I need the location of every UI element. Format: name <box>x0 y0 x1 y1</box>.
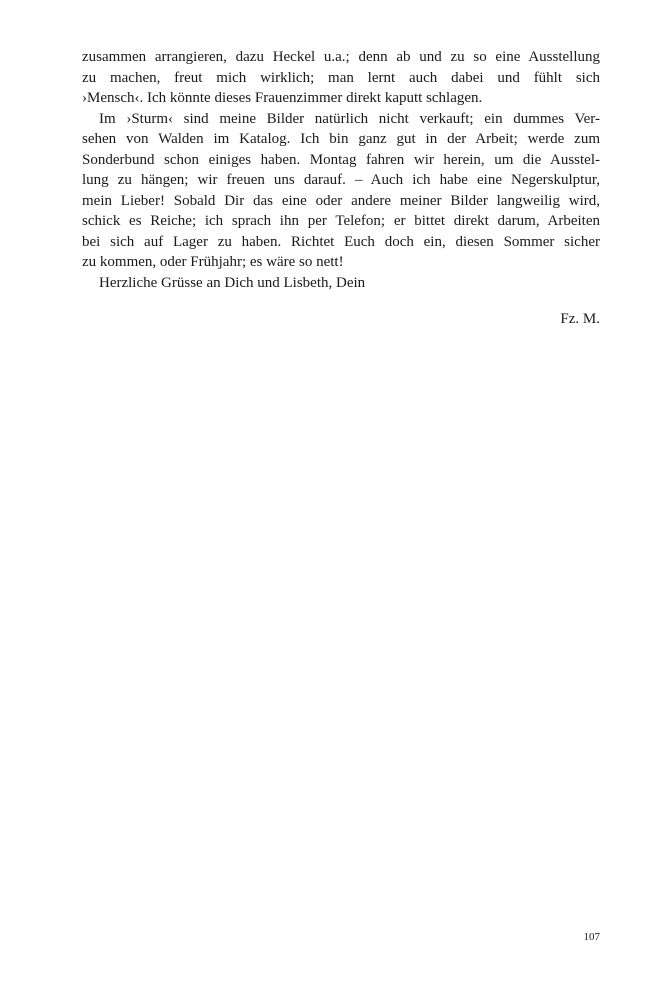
text-line: sehen von Walden im Katalog. Ich bin ganz gut in der Arbeit; werde zum <box>82 131 600 147</box>
text-line: zu kommen, oder Frühjahr; es wäre so nett! <box>82 254 344 270</box>
letter-body <box>82 47 600 293</box>
text-line: schick es Reiche; ich sprach ihn per Telefon; er bittet direkt darum, Arbeiten <box>82 213 600 229</box>
closing-line: Herzliche Grüsse an Dich und Lisbeth, Dein <box>99 274 366 291</box>
signature: Fz. M. <box>560 311 600 327</box>
page-number: 107 <box>583 931 600 943</box>
text-line: zusammen arrangieren, dazu Heckel u.a.; denn ab und zu so eine Ausstellung <box>82 49 600 65</box>
text-line: mein Lieber! Sobald Dir das eine oder andere meiner Bilder langweilig wird, <box>82 192 600 209</box>
text-line: ›Mensch‹. Ich könnte dieses Frauenzimmer direkt kaputt schlagen. <box>82 90 483 106</box>
text-line: bei sich auf Lager zu haben. Richtet Euch doch ein, diesen Sommer sicher <box>82 233 600 250</box>
text-line: Sonderbund schon einiges haben. Montag fahren wir herein, um die Ausstel- <box>82 151 600 168</box>
text-line: Im ›Sturm‹ sind meine Bilder natürlich nicht verkauft; ein dummes Ver- <box>99 110 600 127</box>
text-line: zu machen, freut mich wirklich; man lernt auch dabei und fühlt sich <box>82 69 600 86</box>
text-line: lung zu hängen; wir freuen uns darauf. – Auch ich habe eine Negerskulptur, <box>82 172 600 188</box>
